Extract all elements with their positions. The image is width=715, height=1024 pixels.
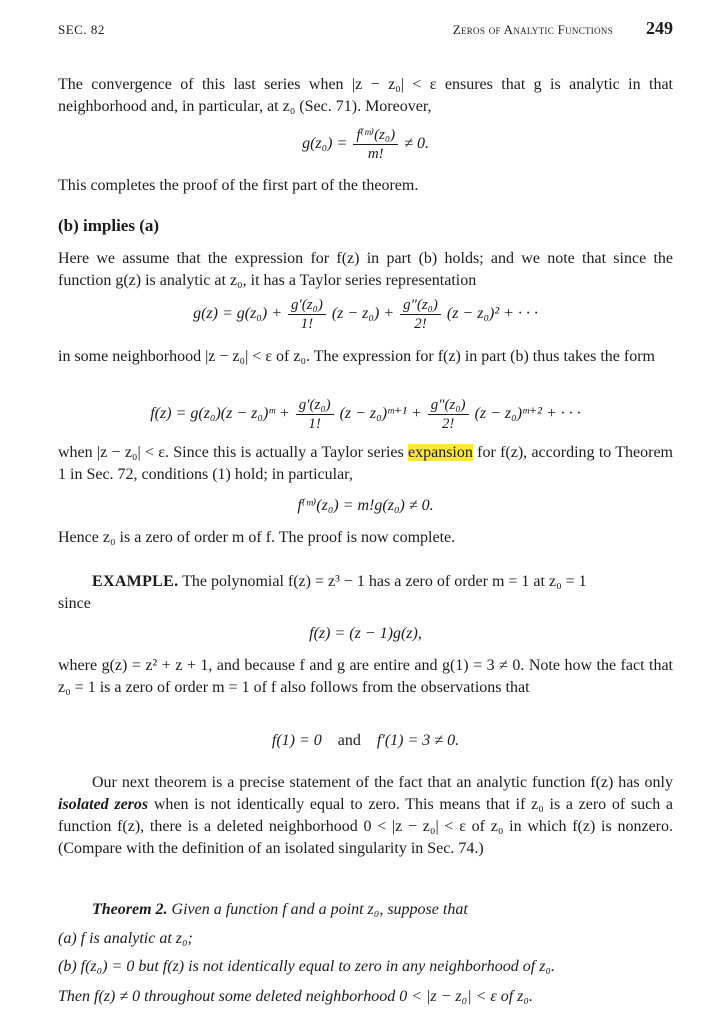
eq3-fraction-2 (428, 396, 469, 433)
eq1-fraction (353, 126, 398, 163)
eq3-term-2: (z − z₀)ᵐ⁺² + · · · (474, 405, 581, 423)
paragraph-where-g: where g(z) = z² + z + 1, and because f and g are entire and g(1) = 3 ≠ 0. Note how the fact that z₀ = 1 is a zero of order m = 1 of f also follows from the observations that (58, 657, 673, 696)
eq2-term-2: (z − z₀)² + · · · (446, 305, 538, 323)
eq3-f2-numerator: g″(z₀) (428, 396, 469, 415)
paragraph-proof-complete: Hence z₀ is a zero of order m of f. The proof is now complete. (58, 529, 456, 546)
theorem-condition-a: (a) f is analytic at z₀; (58, 930, 193, 947)
eq6-right: f′(1) = 3 ≠ 0. (376, 732, 460, 749)
paragraph-taylor-expansion (58, 442, 673, 486)
eq6-left: f(1) = 0 (271, 732, 322, 749)
eq3-f1-denominator: 1! (308, 416, 321, 432)
equation-fm-z0: f⁽ᵐ⁾(z₀) = m!g(z₀) ≠ 0. (297, 497, 434, 514)
paragraph-neighborhood: in some neighborhood |z − z₀| < ε of z₀. The expression for f(z) in part (b) thus takes the form (58, 348, 655, 365)
equation-observations (58, 732, 673, 750)
theorem-conclusion: Then f(z) ≠ 0 throughout some deleted neighborhood 0 < |z − z₀| < ε of z₀. (58, 988, 533, 1005)
example-text: The polynomial f(z) = z³ − 1 has a zero of order m = 1 at z₀ = 1 (182, 573, 587, 590)
eq3-f1-numerator: g′(z₀) (296, 396, 334, 415)
equation-factorization: f(z) = (z − 1)g(z), (309, 625, 422, 642)
eq2-f2-denominator: 2! (414, 316, 427, 332)
theorem-intro: Given a function f and a point z₀, suppose that (171, 901, 468, 918)
eq2-f1-denominator: 1! (300, 316, 314, 332)
section-label: SEC. 82 (58, 22, 105, 37)
paragraph-convergence: The convergence of this last series when |z − z₀| < ε ensures that g is analytic in that neighborhood and, in particular, at z₀ (Sec. 71). Moreover, (58, 76, 673, 115)
theorem-statement (92, 901, 672, 919)
eq3-lhs: f(z) = g(z₀)(z − z₀)ᵐ + (150, 405, 290, 423)
eq3-f2-denominator: 2! (441, 416, 455, 432)
paragraph-next-theorem (58, 772, 673, 860)
eq2-fraction-2 (400, 296, 441, 333)
eq1-rhs: ≠ 0. (404, 135, 429, 153)
page-header (58, 20, 673, 42)
example-since: since (58, 595, 91, 612)
para5-before: when |z − z₀| < ε. Since this is actually a Taylor series (58, 444, 408, 461)
eq6-and: and (337, 732, 361, 749)
eq2-term-1: (z − z₀) + (331, 305, 395, 323)
eq3-fraction-1 (296, 396, 334, 433)
example-paragraph (58, 571, 673, 593)
para8-after: when is not identically equal to zero. This means that if z₀ is a zero of such a function f(z), there is a deleted neighborhood 0 < |z − z₀| < ε of z₀ in which f(z) is nonzero. (Compare with the definition of an isolated singularity in Sec. 74.) (58, 796, 673, 857)
eq1-denominator: m! (367, 146, 384, 162)
para5-after: for f(z), according to Theorem 1 in Sec. 72, conditions (1) hold; in particular, (58, 444, 673, 483)
highlighted-word: expansion (408, 444, 473, 461)
eq2-f2-numerator: g″(z₀) (400, 296, 441, 315)
theorem-condition-b: (b) f(z₀) = 0 but f(z) is not identically equal to zero in any neighborhood of z₀. (58, 958, 555, 975)
isolated-zeros-term: isolated zeros (58, 796, 149, 813)
subsection-heading: (b) implies (a) (58, 216, 160, 235)
eq1-lhs: g(z₀) = (302, 135, 348, 153)
paragraph-completes-first-part: This completes the proof of the first part of the theorem. (58, 177, 419, 194)
equation-g-z0 (58, 126, 673, 163)
eq1-numerator: f⁽ᵐ⁾(z₀) (353, 126, 398, 145)
eq3-term-1: (z − z₀)ᵐ⁺¹ + (339, 405, 422, 423)
equation-taylor-f (58, 396, 673, 433)
eq2-lhs: g(z) = g(z₀) + (193, 305, 282, 323)
para8-before: Our next theorem is a precise statement of the fact that an analytic function f(z) has only (92, 774, 673, 791)
example-label: EXAMPLE. (92, 573, 179, 590)
eq2-f1-numerator: g′(z₀) (288, 296, 326, 315)
equation-taylor-g (58, 296, 673, 333)
paragraph-assumption: Here we assume that the expression for f(z) in part (b) holds; and we note that since the function g(z) is analytic at z₀, it has a Taylor series representation (58, 250, 673, 289)
eq2-fraction-1 (288, 296, 326, 333)
theorem-label: Theorem 2. (92, 901, 168, 918)
page-number: 249 (646, 18, 673, 38)
running-title: Zeros of Analytic Functions (452, 22, 613, 37)
